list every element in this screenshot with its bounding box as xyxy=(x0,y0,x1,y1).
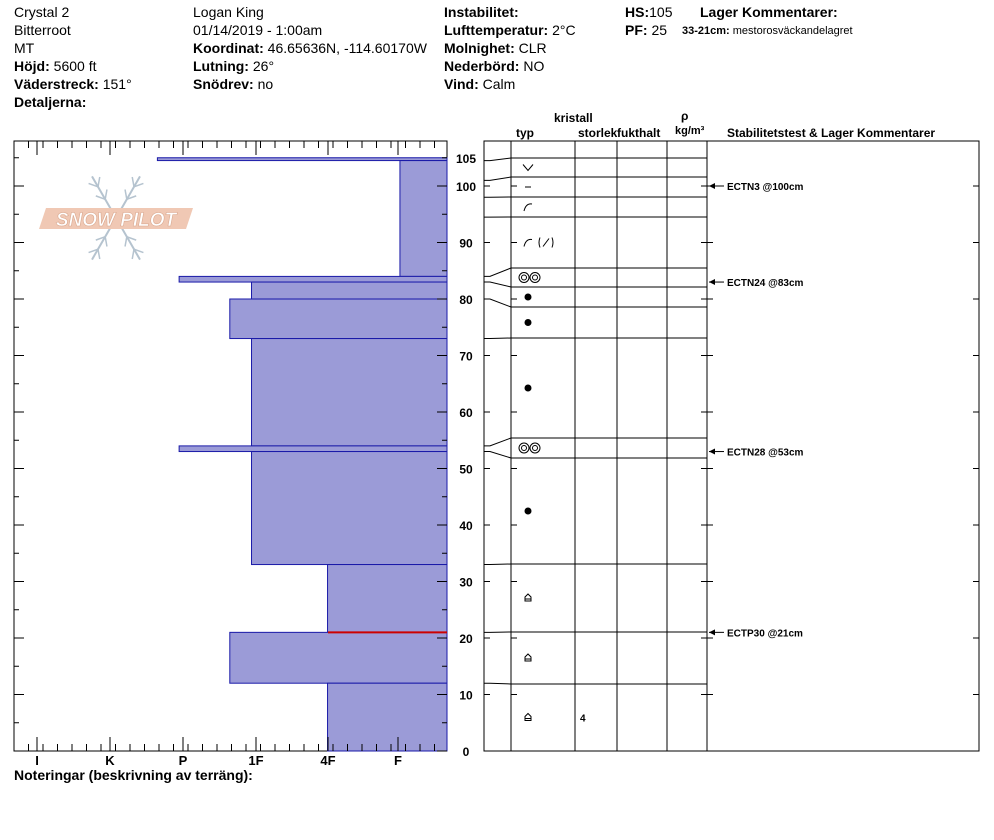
hardness-layer-bar xyxy=(400,161,447,277)
type-header: typ xyxy=(516,126,534,140)
location-line: Bitterroot xyxy=(14,22,71,38)
airtemp-value: 2°C xyxy=(552,22,576,38)
melt-freeze-icon xyxy=(530,443,540,453)
elevation-value: 5600 ft xyxy=(53,58,97,74)
depth-connector xyxy=(484,452,511,458)
layer-comment-text: mestorosväckandelagret xyxy=(732,25,853,37)
hardness-layer-bar xyxy=(179,276,447,282)
grain-size-value: 4 xyxy=(580,713,586,725)
hardness-layer-bar xyxy=(328,565,447,633)
hardness-plot xyxy=(14,141,476,768)
rounded-grain-icon xyxy=(525,294,532,301)
melt-freeze-icon xyxy=(522,275,527,280)
depth-tick-label: 30 xyxy=(459,575,473,590)
hardness-layer-bar xyxy=(179,446,447,452)
depth-connector xyxy=(484,158,511,161)
hardness-layer-bar xyxy=(230,632,447,683)
slope-value: 26° xyxy=(252,58,275,74)
depth-connector xyxy=(484,338,511,339)
melt-freeze-icon xyxy=(533,275,538,280)
grain-table xyxy=(484,141,979,751)
hardness-layer-bar xyxy=(252,452,447,565)
depth-tick-label: 70 xyxy=(459,349,473,364)
snowpilot-logo xyxy=(39,176,193,259)
hardness-layer-bar xyxy=(230,299,447,339)
snowflake-branch xyxy=(105,189,107,199)
depth-tick-label: 105 xyxy=(455,151,477,166)
stability-test-arrow xyxy=(709,183,715,189)
melt-freeze-icon xyxy=(530,273,540,283)
snowflake-branch xyxy=(125,237,127,247)
depth-tick-label: 90 xyxy=(459,236,473,251)
coordinate-value: 46.65636N, -114.60170W xyxy=(267,40,427,56)
depth-connector xyxy=(484,564,511,565)
rho-header: ρ xyxy=(681,109,689,123)
precip-row: Nederbörd: NO xyxy=(444,58,545,74)
crystal-header: kristall xyxy=(554,111,593,125)
hardness-tick-label: P xyxy=(178,753,188,768)
stability-test-label: ECTP30 @21cm xyxy=(727,628,803,640)
depth-connector xyxy=(484,268,511,276)
depth-tick-label: 100 xyxy=(455,180,477,194)
hardness-layer-bar xyxy=(252,282,447,299)
layer-comment-range: 33-21cm: xyxy=(682,25,730,37)
notes-label: Noteringar (beskrivning av terräng): xyxy=(14,767,253,783)
instability-row: Instabilitet: xyxy=(444,4,519,20)
wind-value: Calm xyxy=(482,76,516,92)
depth-connector xyxy=(484,282,511,287)
snowflake-branch xyxy=(132,177,134,187)
hardness-layer-bar xyxy=(252,339,447,446)
stability-test-arrow xyxy=(709,629,715,635)
column-headers xyxy=(516,109,935,140)
surface-hoar-icon xyxy=(523,165,533,171)
hardness-tick-label: F xyxy=(394,753,402,768)
depth-tick-label: 10 xyxy=(459,688,473,703)
depth-connector xyxy=(484,299,511,307)
depth-connector xyxy=(484,683,511,684)
snowflake-branch xyxy=(132,249,134,259)
details-row: Detaljerna: xyxy=(14,94,87,110)
hs-value: 105 xyxy=(649,4,673,20)
depth-tick-label: 20 xyxy=(459,632,473,646)
location-line: Crystal 2 xyxy=(14,4,70,20)
hs-row: HS:105 xyxy=(625,4,673,20)
melt-freeze-icon xyxy=(519,273,529,283)
location-line: MT xyxy=(14,40,35,56)
depth-tick-label: 60 xyxy=(459,406,473,420)
moisture-header: fukthalt xyxy=(617,126,661,140)
depth-tick-label: 40 xyxy=(459,519,473,533)
layer-comments-title: Lager Kommentarer: xyxy=(700,4,838,20)
stability-test-label: ECTN3 @100cm xyxy=(727,182,804,193)
melt-freeze-icon xyxy=(522,446,527,451)
wind-loading-value: no xyxy=(257,76,274,92)
faceted-slash-icon xyxy=(543,239,549,247)
coordinate-row: Koordinat: 46.65636N, -114.60170W xyxy=(193,40,427,56)
aspect-value: 151° xyxy=(102,76,132,92)
snowflake-branch xyxy=(105,237,107,247)
hardness-tick-label: I xyxy=(35,753,39,768)
stability-test-label: ECTN28 @53cm xyxy=(727,447,804,459)
hardness-tick-label: K xyxy=(105,753,115,768)
melt-freeze-icon xyxy=(519,443,529,453)
logo-text: SNOW PILOT xyxy=(55,210,177,231)
aspect-row: Väderstreck: 151° xyxy=(14,76,132,92)
precip-value: NO xyxy=(523,58,545,74)
wind-loading-row: Snödrev: no xyxy=(193,76,274,92)
stability-test-arrow xyxy=(709,449,715,455)
hardness-tick-label: 1F xyxy=(248,753,264,768)
wind-row: Vind: Calm xyxy=(444,76,516,92)
stability-test-label: ECTN24 @83cm xyxy=(727,278,804,290)
decomposing-icon xyxy=(524,239,532,246)
depth-tick-label: 0 xyxy=(462,745,470,759)
depth-tick-label: 50 xyxy=(459,462,473,477)
snowflake-branch xyxy=(98,249,100,259)
depth-connector xyxy=(484,438,511,446)
rounded-grain-icon xyxy=(525,319,532,326)
density-unit-header: kg/m³ xyxy=(675,125,705,137)
depth-tick-label: 80 xyxy=(459,293,473,307)
stability-header: Stabilitetstest & Lager Kommentarer xyxy=(727,126,936,140)
rounded-grain-icon xyxy=(525,508,532,515)
paren-open-icon xyxy=(539,238,540,248)
hardness-layer-bar xyxy=(328,683,447,751)
elevation-row: Höjd: 5600 ft xyxy=(14,58,97,74)
airtemp-row: Lufttemperatur: 2°C xyxy=(444,22,576,38)
paren-close-icon xyxy=(552,238,553,248)
pf-row: PF: 25 xyxy=(625,22,668,38)
snowflake-branch xyxy=(98,177,100,187)
rounded-grain-icon xyxy=(525,385,532,392)
hardness-tick-label: 4F xyxy=(320,753,336,768)
snowflake-branch xyxy=(125,189,127,199)
stability-test-arrow xyxy=(709,279,715,285)
observation-datetime: 01/14/2019 - 1:00am xyxy=(193,22,323,38)
pf-value: 25 xyxy=(651,22,668,38)
depth-hoar-icon xyxy=(525,654,531,661)
decomposing-icon xyxy=(524,204,532,211)
depth-hoar-icon xyxy=(525,714,531,721)
sky-row: Molnighet: CLR xyxy=(444,40,547,56)
observer-name: Logan King xyxy=(193,4,264,20)
grain-table-frame xyxy=(484,141,979,751)
depth-hoar-icon xyxy=(525,594,531,601)
size-header: storlek xyxy=(578,126,618,140)
depth-connector xyxy=(484,177,511,180)
melt-freeze-icon xyxy=(533,446,538,451)
slope-row: Lutning: 26° xyxy=(193,58,275,74)
sky-value: CLR xyxy=(518,40,547,56)
